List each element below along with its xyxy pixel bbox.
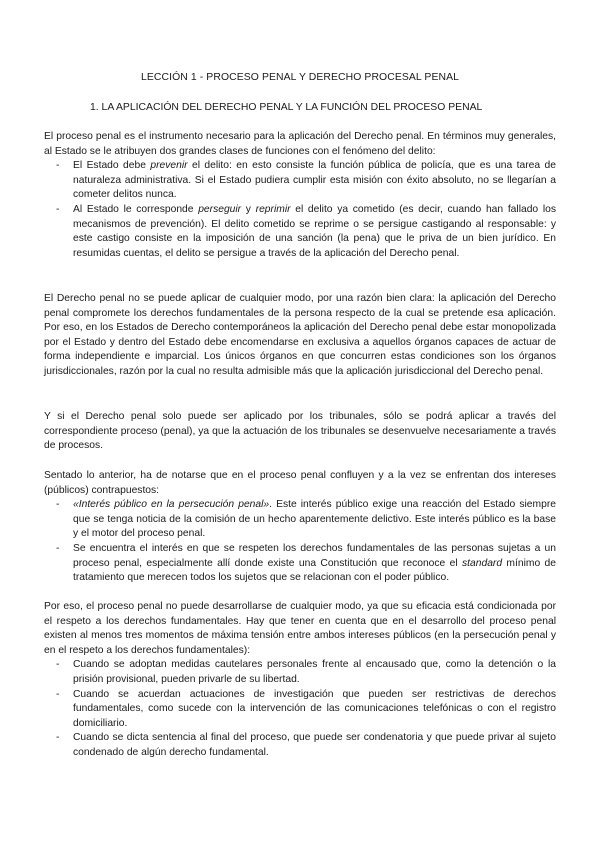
- bullet-list: [44, 658, 556, 760]
- emphasis-text: standard: [462, 557, 503, 569]
- paragraph-text: El proceso penal es el instrumento necesario para la aplicación del Derecho penal. En términos muy generales, al Estado se le atribuyen dos grandes clases de funciones con el fenómeno del delito:: [44, 131, 556, 157]
- list-item-text: el delito ya cometido (es decir, cuando han fallado los mecanismos de prevención). El delito cometido se reprime o se persigue castigando al responsable: y este castigo consiste en la imposición de una sanción (la pena) que le priva de un bien jurídico. En resumidas cuentas, el delito se persigue a través de la aplicación del Derecho penal.: [73, 203, 556, 259]
- bullet-list: [44, 498, 556, 586]
- paragraph-text: Sentado lo anterior, ha de notarse que en el proceso penal confluyen y a la vez se enfrentan dos intereses (públicos) contrapuestos:: [44, 470, 556, 496]
- list-item-text: mínimo de tratamiento que merecen todos los sujetos que se relacionan con el poder público.: [73, 557, 556, 584]
- list-item-text: Al Estado le corresponde: [73, 203, 199, 215]
- list-item: - Cuando se dicta sentencia al final del proceso, que puede ser condenatoria y que puede privar al sujeto condenado de algún derecho fundamental.: [44, 731, 556, 760]
- list-item-text: el delito: en esto consiste la función pública de policía, que es una tarea de naturaleza administrativa. Si el Estado pudiera cumplir esta misión con éxito absoluto, no se llegarían a cometer delitos nunca.: [73, 160, 556, 201]
- list-item-text: y: [241, 203, 256, 215]
- emphasis-text: reprimir: [255, 203, 291, 215]
- paragraph-state-functions: [44, 130, 556, 261]
- bullet-list: [44, 159, 556, 261]
- list-item: [44, 203, 556, 261]
- list-item: [44, 498, 556, 542]
- paragraph-text: Y si el Derecho penal solo puede ser aplicado por los tribunales, sólo se podrá aplicar a través del correspondiente proceso (penal), ya que la actuación de los tribunales se desenvuelve necesariamente a través de procesos.: [44, 411, 556, 452]
- list-item-text: . Este interés público exige una reacción del Estado siempre que se tenga noticia de la comisión de un hecho aparentemente delictivo. Este interés público es la base y el motor del proceso penal.: [73, 499, 556, 540]
- list-item-text: El Estado debe: [73, 160, 151, 172]
- section-heading: 1. LA APLICACIÓN DEL DERECHO PENAL Y LA FUNCIÓN DEL PROCESO PENAL: [90, 102, 483, 113]
- paragraph-interests: [44, 469, 556, 586]
- emphasis-text: prevenir: [150, 160, 188, 172]
- paragraph-tension-moments: [44, 600, 556, 761]
- emphasis-text: perseguir: [198, 203, 242, 215]
- paragraph-application: [44, 292, 556, 380]
- lesson-title: LECCIÓN 1 - PROCESO PENAL Y DERECHO PROCESAL PENAL: [141, 72, 459, 83]
- emphasis-text: «Interés público en la persecución penal»: [73, 499, 270, 511]
- list-item: [44, 159, 556, 203]
- list-item: [44, 542, 556, 586]
- list-item: - Cuando se acuerdan actuaciones de investigación que pueden ser restrictivas de derechos fundamentales, como sucede con la intervención de las comunicaciones telefónicas o con el registro domiciliario.: [44, 688, 556, 732]
- paragraph-text: Por eso, el proceso penal no puede desarrollarse de cualquier modo, ya que su eficacia está condicionada por el respeto a los derechos fundamentales. Hay que tener en cuenta que en el desarrollo del proceso penal existen al menos tres momentos de máxima tensión entre ambos intereses públicos (en la persecución penal y en el respeto a los derechos fundamentales):: [44, 601, 556, 656]
- list-item: - Cuando se adoptan medidas cautelares personales frente al encausado que, como la detención o la prisión provisional, pueden privarle de su libertad.: [44, 658, 556, 687]
- paragraph-tribunals: [44, 410, 556, 454]
- paragraph-text: El Derecho penal no se puede aplicar de cualquier modo, por una razón bien clara: la aplicación del Derecho penal compromete los derechos fundamentales de la persona respecto de la cual se pretende esa aplicación. Por eso, en los Estados de Derecho contemporáneos la aplicación del Derecho penal debe estar monopolizada por el Estado y dentro del Estado debe encomendarse en exclusiva a aquellos órganos capaces de actuar de forma independiente e imparcial. Los únicos órganos en que concurren estas condiciones son los órganos jurisdiccionales, razón por la cual no resulta admisible más que la aplicación jurisdiccional del Derecho penal.: [44, 293, 556, 377]
- list-item-text: Se encuentra el interés en que se respeten los derechos fundamentales de las personas sujetas a un proceso penal, especialmente allí donde existe una Constitución que reconoce el: [73, 542, 556, 569]
